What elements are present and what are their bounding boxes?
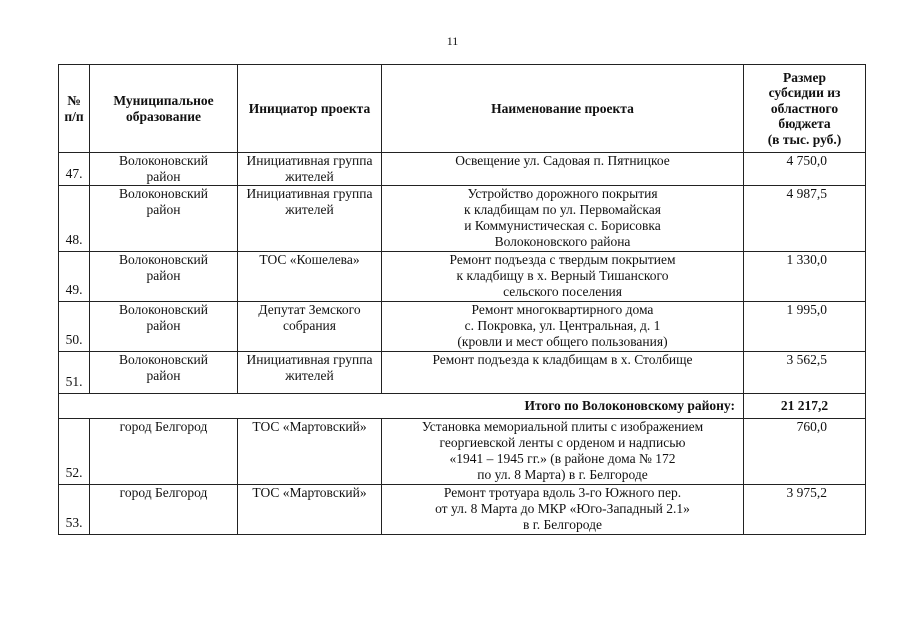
row-project: Ремонт подъезда с твердым покрытием к кладбищу в х. Верный Тишанского сельского поселения (382, 252, 744, 302)
header-municipality: Муниципальное образование (90, 65, 238, 153)
total-row (59, 394, 866, 419)
row-municipality: Волоконовский район (90, 153, 238, 186)
total-label: Итого по Волоконовскому району: (59, 394, 744, 419)
row-amount: 4 750,0 (744, 153, 866, 186)
header-project: Наименование проекта (382, 65, 744, 153)
row-amount: 3 975,2 (744, 485, 866, 535)
total-amount: 21 217,2 (744, 394, 866, 419)
header-num: № п/п (59, 65, 90, 153)
table-row (59, 352, 866, 394)
table-header-row (59, 65, 866, 153)
row-number: 52. (59, 419, 90, 485)
row-amount: 1 995,0 (744, 302, 866, 352)
row-initiator: ТОС «Мартовский» (238, 485, 382, 535)
row-municipality: Волоконовский район (90, 302, 238, 352)
table-row (59, 186, 866, 252)
table-row (59, 153, 866, 186)
row-municipality: город Белгород (90, 419, 238, 485)
row-number: 47. (59, 153, 90, 186)
row-municipality: Волоконовский район (90, 352, 238, 394)
row-amount: 3 562,5 (744, 352, 866, 394)
row-number: 49. (59, 252, 90, 302)
row-municipality: Волоконовский район (90, 252, 238, 302)
row-initiator: Инициативная группа жителей (238, 186, 382, 252)
row-number: 48. (59, 186, 90, 252)
row-initiator: ТОС «Кошелева» (238, 252, 382, 302)
row-project: Установка мемориальной плиты с изображением георгиевской ленты с орденом и надписью «1941 – 1945 гг.» (в районе дома № 172 по ул. 8 Марта) в г. Белгороде (382, 419, 744, 485)
row-project: Устройство дорожного покрытия к кладбищам по ул. Первомайская и Коммунистическая с. Борисовка Волоконовского района (382, 186, 744, 252)
row-initiator: Инициативная группа жителей (238, 153, 382, 186)
row-amount: 760,0 (744, 419, 866, 485)
row-initiator: ТОС «Мартовский» (238, 419, 382, 485)
header-subsidy: Размер субсидии из областного бюджета (в тыс. руб.) (744, 65, 866, 153)
row-amount: 1 330,0 (744, 252, 866, 302)
table-row (59, 252, 866, 302)
row-initiator: Депутат Земского собрания (238, 302, 382, 352)
row-number: 50. (59, 302, 90, 352)
row-amount: 4 987,5 (744, 186, 866, 252)
row-municipality: Волоконовский район (90, 186, 238, 252)
table-row (59, 302, 866, 352)
page-number: 11 (446, 34, 459, 48)
row-initiator: Инициативная группа жителей (238, 352, 382, 394)
table-row (59, 419, 866, 485)
row-project: Освещение ул. Садовая п. Пятницкое (382, 153, 744, 186)
table-row (59, 485, 866, 535)
row-number: 51. (59, 352, 90, 394)
row-project: Ремонт многоквартирного дома с. Покровка, ул. Центральная, д. 1 (кровли и мест общего пользования) (382, 302, 744, 352)
header-initiator: Инициатор проекта (238, 65, 382, 153)
row-project: Ремонт подъезда к кладбищам в х. Столбище (382, 352, 744, 394)
row-project: Ремонт тротуара вдоль 3-го Южного пер. от ул. 8 Марта до МКР «Юго-Западный 2.1» в г. Белгороде (382, 485, 744, 535)
row-number: 53. (59, 485, 90, 535)
subsidy-table (58, 64, 866, 535)
row-municipality: город Белгород (90, 485, 238, 535)
